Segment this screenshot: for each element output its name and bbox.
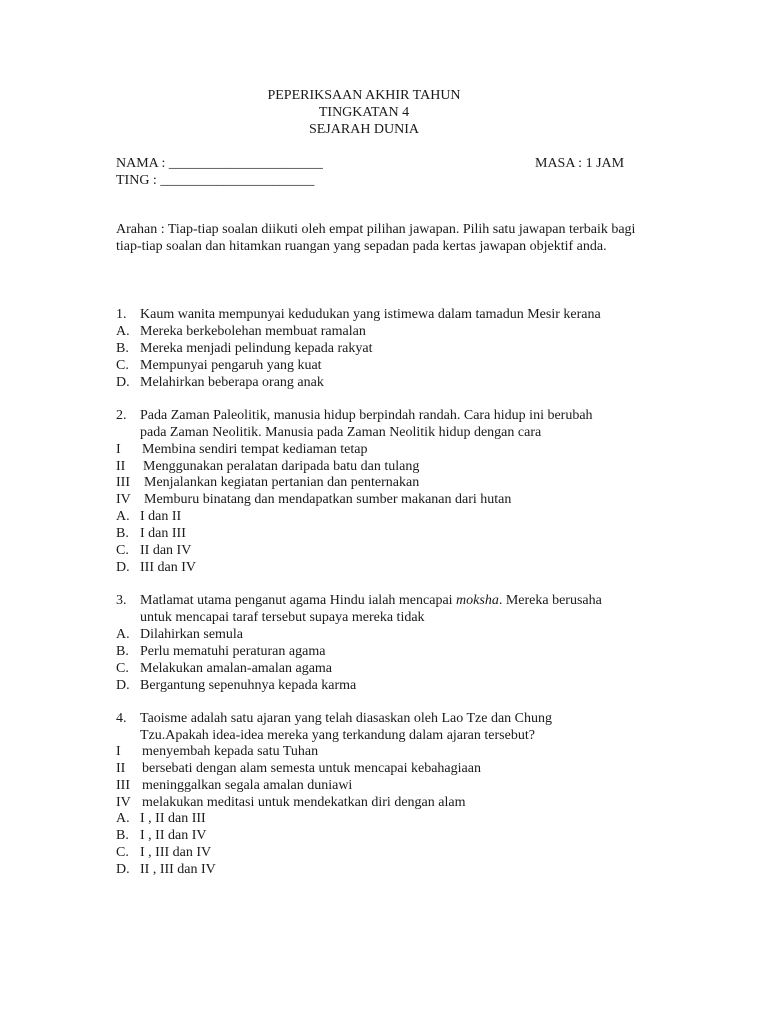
option-label: C. xyxy=(116,358,129,373)
option-label: B. xyxy=(116,828,129,843)
statement-text: Membina sendiri tempat kediaman tetap xyxy=(142,442,368,457)
question-text-line2: untuk mencapai taraf tersebut supaya mereka tidak xyxy=(140,610,425,625)
option-text: III dan IV xyxy=(140,560,196,575)
text-segment: . Mereka berusaha xyxy=(498,593,602,608)
duration-label: MASA : 1 JAM xyxy=(535,156,625,171)
question-text: Kaum wanita mempunyai kedudukan yang istimewa dalam tamadun Mesir kerana xyxy=(140,307,601,322)
statement-label: III xyxy=(116,475,130,490)
statement-label: IV xyxy=(116,795,131,810)
option-text: Mempunyai pengaruh yang kuat xyxy=(140,358,322,373)
option-text: Melakukan amalan-amalan agama xyxy=(140,661,333,676)
statement-text: Memburu binatang dan mendapatkan sumber makanan dari hutan xyxy=(144,492,512,507)
option-label: C. xyxy=(116,543,129,558)
option-label: D. xyxy=(116,678,130,693)
option-text: I dan II xyxy=(140,509,182,524)
option-label: A. xyxy=(116,509,130,524)
statement-label: II xyxy=(116,761,126,776)
option-text: Bergantung sepenuhnya kepada karma xyxy=(140,678,357,693)
statement-label: II xyxy=(116,459,126,474)
option-text: I dan III xyxy=(140,526,186,541)
question-text-line2: pada Zaman Neolitik. Manusia pada Zaman Neolitik hidup dengan cara xyxy=(140,425,542,440)
option-text: Melahirkan beberapa orang anak xyxy=(140,375,324,390)
option-text: II , III dan IV xyxy=(140,862,216,877)
question-number: 4. xyxy=(116,711,127,726)
option-label: A. xyxy=(116,811,130,826)
italic-term: moksha xyxy=(456,593,499,608)
option-label: C. xyxy=(116,845,129,860)
class-field-label: TING : ______________________ xyxy=(116,173,315,188)
option-text: I , II dan III xyxy=(140,811,206,826)
name-field-label: NAMA : ______________________ xyxy=(116,156,323,171)
question-text-line1: Pada Zaman Paleolitik, manusia hidup berpindah randah. Cara hidup ini berubah xyxy=(140,408,593,423)
option-text: Dilahirkan semula xyxy=(140,627,244,642)
option-label: C. xyxy=(116,661,129,676)
option-label: B. xyxy=(116,526,129,541)
option-text: I , III dan IV xyxy=(140,845,212,860)
option-text: I , II dan IV xyxy=(140,828,207,843)
statement-text: Menjalankan kegiatan pertanian dan penternakan xyxy=(144,475,420,490)
statement-text: melakukan meditasi untuk mendekatkan diri dengan alam xyxy=(142,795,466,810)
instructions: Arahan : Tiap-tiap soalan diikuti oleh empat pilihan jawapan. Pilih satu jawapan terbaik bagi tiap-tiap soalan dan hitamkan ruangan yang sepadan pada kertas jawapan objektif anda. xyxy=(116,222,636,254)
option-text: Mereka menjadi pelindung kepada rakyat xyxy=(140,341,373,356)
question-text-line1 xyxy=(140,592,602,609)
option-label: D. xyxy=(116,560,130,575)
option-label: D. xyxy=(116,862,130,877)
option-label: B. xyxy=(116,644,129,659)
option-text: Mereka berkebolehan membuat ramalan xyxy=(140,324,366,339)
statement-label: III xyxy=(116,778,130,793)
statement-label: I xyxy=(116,442,121,457)
subject-title: SEJARAH DUNIA xyxy=(308,122,420,137)
question-text-line2: Tzu.Apakah idea-idea mereka yang terkandung dalam ajaran tersebut? xyxy=(140,728,535,743)
option-label: A. xyxy=(116,324,130,339)
option-label: A. xyxy=(116,627,130,642)
question-text-line1: Taoisme adalah satu ajaran yang telah diasaskan oleh Lao Tze dan Chung xyxy=(140,711,553,726)
question-number: 1. xyxy=(116,307,127,322)
option-text: II dan IV xyxy=(140,543,192,558)
question-number: 2. xyxy=(116,408,127,423)
question-number: 3. xyxy=(116,593,127,608)
option-label: B. xyxy=(116,341,129,356)
option-label: D. xyxy=(116,375,130,390)
statement-text: bersebati dengan alam semesta untuk mencapai kebahagiaan xyxy=(142,761,481,776)
statement-label: I xyxy=(116,744,121,759)
text-segment: Matlamat utama penganut agama Hindu ialah mencapai xyxy=(140,593,457,608)
option-text: Perlu mematuhi peraturan agama xyxy=(140,644,326,659)
statement-text: Menggunakan peralatan daripada batu dan tulang xyxy=(143,459,420,474)
exam-title: PEPERIKSAAN AKHIR TAHUN xyxy=(267,88,461,103)
statement-text: meninggalkan segala amalan duniawi xyxy=(142,778,353,793)
statement-text: menyembah kepada satu Tuhan xyxy=(142,744,319,759)
form-level: TINGKATAN 4 xyxy=(318,105,410,120)
statement-label: IV xyxy=(116,492,131,507)
